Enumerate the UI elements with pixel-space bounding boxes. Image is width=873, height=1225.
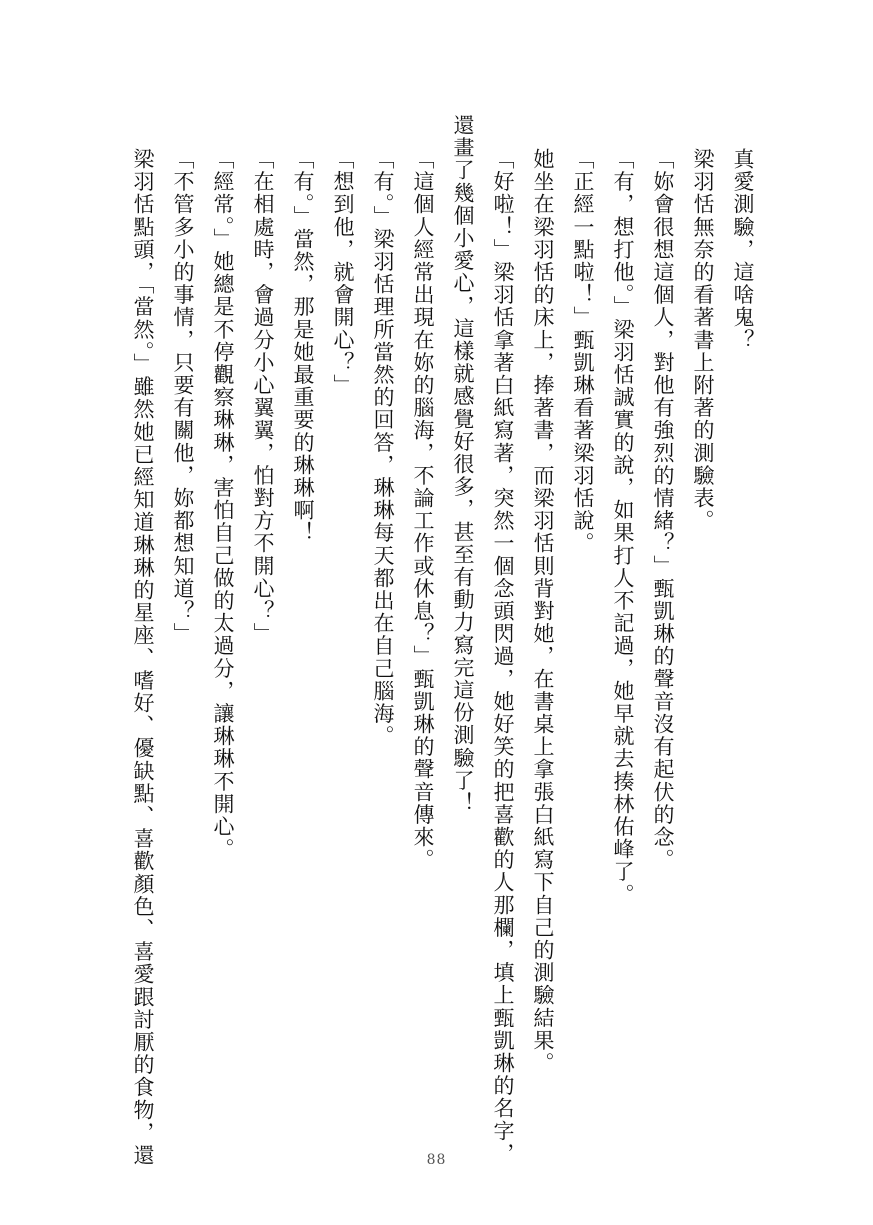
text-line: 還畫了幾個小愛心，這樣就感覺好很多，甚至有動力寫完這份測驗了！ [451, 114, 475, 815]
text-line: 「好啦！」梁羽恬拿著白紙寫著，突然一個念頭閃過，她好笑的把喜歡的人那欄，填上甄凱琳的名字， [491, 148, 515, 1165]
text-line: 「有。」梁羽恬理所當然的回答，琳琳每天都出在自己腦海。 [371, 148, 395, 748]
text-line: 「在相處時，會過分小心翼翼，怕對方不開心？」 [251, 148, 275, 646]
text-line: 她坐在梁羽恬的床上，捧著書，而梁羽恬則背對她，在書桌上拿張白紙寫下自己的測驗結果。 [531, 148, 555, 1075]
text-line: 「有。」當然，那是她最重要的琳琳啊！ [291, 148, 315, 545]
text-line: 梁羽恬點頭，「當然。」雖然她已經知道琳琳的星座、嗜好、優缺點、喜歡顏色、喜愛跟討厭的食物，還 [131, 148, 155, 1167]
text-line: 「正經一點啦！」甄凱琳看著梁羽恬說。 [571, 148, 595, 555]
text-line: 「經常。」她總是不停觀察琳琳，害怕自己做的太過分，讓琳琳不開心。 [211, 148, 235, 861]
text-line: 「不管多小的事情，只要有關他，妳都想知道？」 [171, 148, 195, 646]
text-line: 「有，想打他。」梁羽恬誠實的說，如果打人不記過，她早就去揍林佑峰了。 [611, 148, 635, 906]
text-line: 「妳會很想這個人，對他有強烈的情緒？」甄凱琳的聲音沒有起伏的念。 [651, 148, 675, 872]
text-line: 「這個人經常出現在妳的腦海，不論工作或休息？」甄凱琳的聲音傳來。 [411, 148, 435, 872]
page-number: 88 [426, 1152, 447, 1168]
text-line: 真愛測驗，這啥鬼？ [731, 148, 755, 352]
text-line: 「想到他，就會開心？」 [331, 148, 355, 397]
text-line: 梁羽恬無奈的看著書上附著的測驗表。 [691, 148, 715, 533]
